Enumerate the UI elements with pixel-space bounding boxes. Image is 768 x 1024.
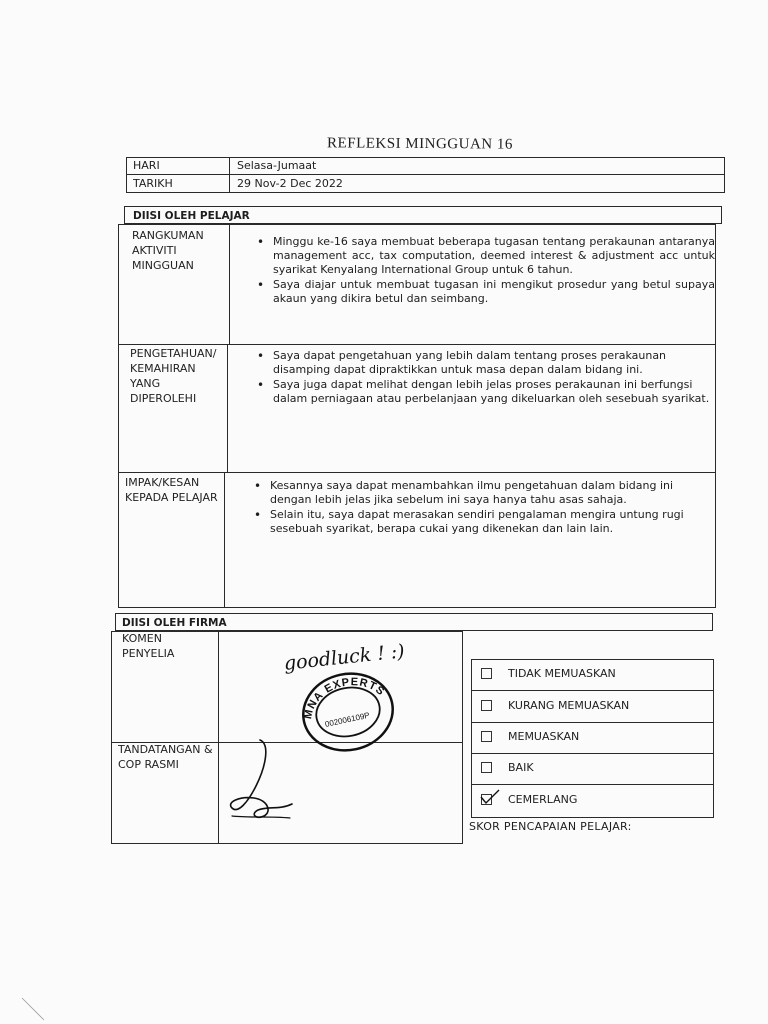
pengetahuan-content xyxy=(255,349,710,407)
rangkuman-label: RANGKUMAN AKTIVITI MINGGUAN xyxy=(132,229,204,272)
signature-icon xyxy=(220,736,310,826)
score-label: SKOR PENCAPAIAN PELAJAR: xyxy=(469,820,632,833)
rating-kurang-memuaskan[interactable] xyxy=(481,699,629,712)
rangkuman-content xyxy=(255,235,715,307)
hari-label: HARI xyxy=(133,159,160,172)
checkbox-icon[interactable] xyxy=(481,762,492,773)
hari-value: Selasa-Jumaat xyxy=(237,159,317,172)
rating-label: CEMERLANG xyxy=(508,793,578,806)
rating-label: MEMUASKAN xyxy=(508,730,580,743)
scan-edge-artifact xyxy=(0,990,80,1024)
page-title: REFLEKSI MINGGUAN 16 xyxy=(327,135,513,153)
checkbox-icon[interactable] xyxy=(481,668,492,679)
company-stamp-icon xyxy=(296,668,402,758)
rating-baik[interactable] xyxy=(481,761,534,774)
list-item: • Selain itu, saya dapat merasakan sendiri pengalaman mengira untung rugi sesebuah syarikat, berapa cukai yang dikenekan dan lain lain. xyxy=(252,508,702,536)
tarikh-label: TARIKH xyxy=(133,177,173,190)
stamp-number: 002006109P xyxy=(324,710,371,729)
rating-tidak-memuaskan[interactable] xyxy=(481,667,616,680)
list-item: • Minggu ke-16 saya membuat beberapa tugasan tentang perakaunan antaranya management acc, tax computation, deemed interest & adjustment acc untuk syarikat Kenyalang International Group untuk 6 tahun. xyxy=(255,235,715,277)
pengetahuan-label: PENGETAHUAN/ KEMAHIRAN YANG DIPEROLEHI xyxy=(130,347,217,405)
rating-cemerlang[interactable] xyxy=(481,793,577,806)
checkbox-icon[interactable] xyxy=(481,731,492,742)
checked-checkbox-icon[interactable] xyxy=(481,794,492,805)
tarikh-value: 29 Nov-2 Dec 2022 xyxy=(237,177,343,190)
checkbox-icon[interactable] xyxy=(481,700,492,711)
list-item: • Saya dapat pengetahuan yang lebih dalam tentang proses perakaunan disamping dapat dipraktikkan untuk masa depan dalam bidang ini. xyxy=(255,349,710,377)
firma-header: DIISI OLEH FIRMA xyxy=(122,617,227,629)
rating-label: KURANG MEMUASKAN xyxy=(508,699,630,712)
list-item: • Saya juga dapat melihat dengan lebih jelas proses perakaunan ini berfungsi dalam perniagaan atau perbelanjaan yang dikeluarkan oleh sesebuah syarikat. xyxy=(255,378,710,406)
list-item: • Kesannya saya dapat menambahkan ilmu pengetahuan dalam bidang ini dengan lebih jelas jika sebelum ini saya hanya tahu asas sahaja. xyxy=(252,479,702,507)
rating-label: TIDAK MEMUASKAN xyxy=(508,667,616,680)
checkmark-icon xyxy=(480,789,500,805)
list-item: • Saya diajar untuk membuat tugasan ini mengikut prosedur yang betul supaya akaun yang dikira betul dan seimbang. xyxy=(255,278,715,306)
stamp-text: MNA EXPERTS xyxy=(302,676,388,721)
impak-content xyxy=(252,479,702,537)
impak-label: IMPAK/KESAN KEPADA PELAJAR xyxy=(125,476,218,504)
handwritten-comment-text: goodluck ! :) xyxy=(282,640,406,675)
rating-label: BAIK xyxy=(508,761,534,774)
tandatangan-label: TANDATANGAN & COP RASMI xyxy=(118,743,213,771)
pelajar-header: DIISI OLEH PELAJAR xyxy=(133,210,250,222)
rating-memuaskan[interactable] xyxy=(481,730,579,743)
komen-label: KOMEN PENYELIA xyxy=(122,632,175,660)
